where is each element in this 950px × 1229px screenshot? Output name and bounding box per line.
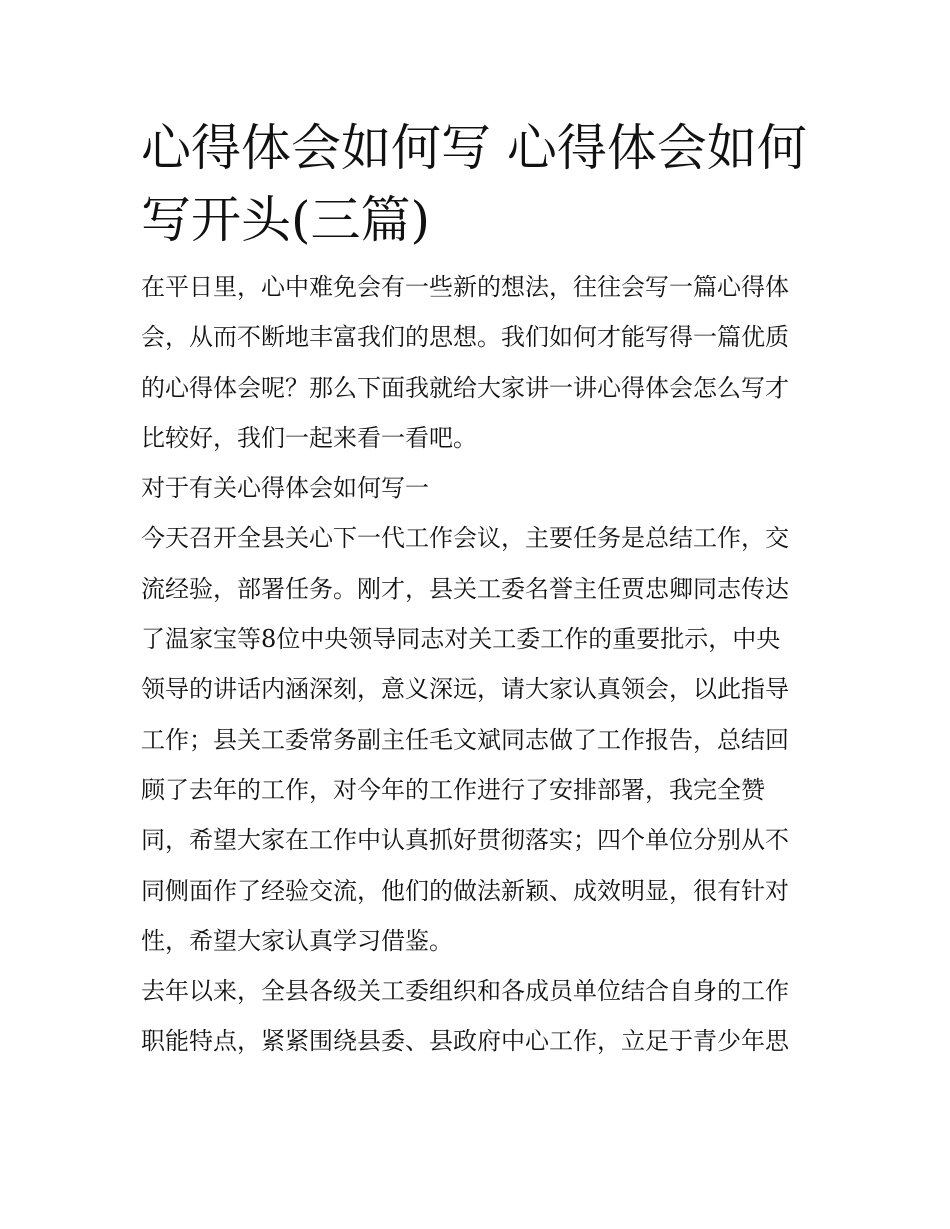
document-title: 心得体会如何写 心得体会如何 写开头(三篇) <box>141 119 807 249</box>
paragraph-meeting: 今天召开全县关心下一代工作会议，主要任务是总结工作，交 流经验，部署任务。刚才，县关工委名誉主任贾忠卿同志传达 了温家宝等8位中央领导同志对关工委工作的重要批示，中央 领导的讲话内涵深刻，意义深远，请大家认真领会，以此指导 工作；县关工委常务副主任毛文斌同志做了工作报告，总结回 顾了去年的工作，对今年的工作进行了安排部署，我完全赞 同，希望大家在工作中认真抓好贯彻落实；四个单位分别从不 同侧面作了经验交流，他们的做法新颖、成效明显，很有针对 性，希望大家认真学习借鉴。 <box>141 524 789 955</box>
paragraph-last-year: 去年以来，全县各级关工委组织和各成员单位结合自身的工作 职能特点，紧紧围绕县委、县政府中心工作，立足于青少年思 <box>141 977 789 1056</box>
paragraph-intro: 在平日里，心中难免会有一些新的想法，往往会写一篇心得体 会，从而不断地丰富我们的思想。我们如何才能写得一篇优质 的心得体会呢？那么下面我就给大家讲一讲心得体会怎么写才 比较好，我们一起来看一看吧。 <box>141 273 789 452</box>
paragraph-heading-one: 对于有关心得体会如何写一 <box>141 474 429 503</box>
document-page <box>141 112 813 1067</box>
